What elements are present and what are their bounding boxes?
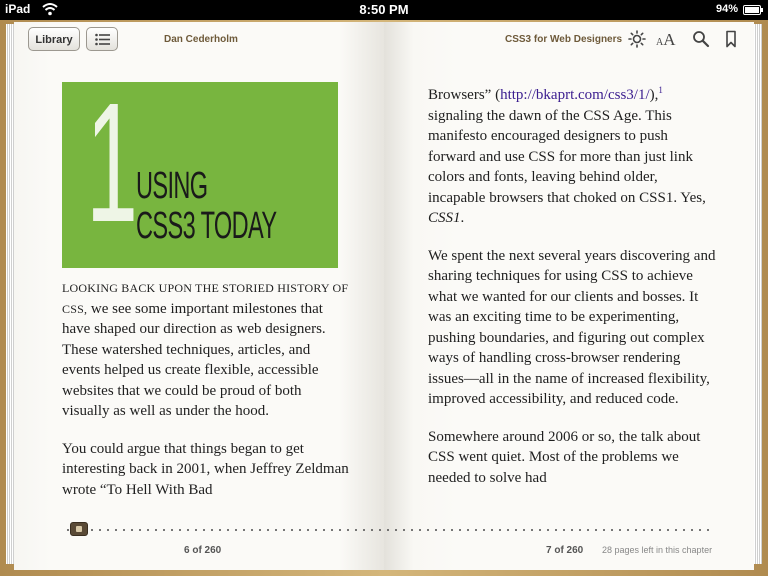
paragraph-text: Browsers” ( [428, 87, 501, 103]
paragraph [428, 80, 718, 229]
bookmark-icon[interactable] [722, 30, 740, 48]
left-body-text [62, 278, 352, 517]
author-header: Dan Cederholm [164, 34, 238, 45]
scrubber-track [64, 529, 384, 531]
wifi-icon [42, 2, 58, 16]
paragraph-text: we see some important milestones that have shaped our direction as web designers. These watershed techniques, articles, and events helped us create flexible, accessible websites that we could be proud of both visually as well as under the hood. [62, 300, 326, 419]
chapter-number: 1 [86, 82, 139, 258]
chapter-title-line1: USING [136, 165, 208, 207]
paragraph-text: . [460, 210, 465, 226]
page-stack-left [6, 24, 14, 564]
paragraph [62, 278, 352, 422]
right-page[interactable] [384, 22, 754, 570]
chapter-title-line2: CSS3 TODAY [136, 205, 277, 247]
paragraph-italic: CSS1 [428, 210, 461, 226]
page-stack-right [754, 24, 762, 564]
library-button[interactable]: Library [28, 27, 80, 51]
paragraph-text: ), [649, 87, 659, 103]
page-scrubber-right[interactable] [384, 526, 710, 534]
battery-icon [743, 5, 763, 15]
font-size-icon[interactable]: AA [656, 30, 676, 49]
scrubber-track [384, 529, 710, 531]
search-icon[interactable] [692, 30, 710, 48]
chapter-title [136, 166, 276, 246]
paragraph-text: signaling the dawn of the CSS Age. This manifesto encouraged designers to push forward and use CSS for more than just link colors and fonts, leaving behind older, incapable browsers that choked on CSS1. Yes, [428, 107, 706, 206]
chapter-banner [62, 82, 338, 268]
right-body-text [428, 80, 718, 505]
paragraph: We spent the next several years discovering and sharing techniques for using CSS to achieve what we wanted for our clients and bosses. It was an exciting time to be experimenting, pushing boundaries, and figuring out complex ways of handling cross-browser rendering issues—all in the name of increased flexibility, improved accessibility, and reduced code. [428, 247, 716, 407]
list-icon [95, 33, 110, 46]
battery-percent: 94% [715, 3, 738, 15]
status-bar [0, 0, 768, 20]
page-scrubber-left[interactable] [64, 526, 384, 534]
toc-button[interactable] [86, 27, 118, 51]
clock: 8:50 PM [359, 2, 409, 17]
page-number-right: 7 of 260 [546, 545, 584, 556]
page-number-left: 6 of 260 [184, 545, 222, 556]
left-page[interactable] [14, 22, 384, 570]
carrier-label: iPad [5, 2, 31, 16]
footnote-link[interactable]: http://bkaprt.com/css3/1/ [500, 87, 650, 103]
paragraph: You could argue that things began to get interesting back in 2001, when Jeffrey Zeldman wrote “To Hell With Bad [62, 440, 349, 498]
paragraph: Somewhere around 2006 or so, the talk about CSS went quiet. Most of the problems we needed to solve had [428, 428, 701, 486]
book-title-header: CSS3 for Web Designers [505, 34, 623, 45]
scrubber-thumb[interactable] [70, 522, 88, 536]
footnote-marker[interactable]: 1 [658, 85, 663, 95]
paragraph-lead-in: LOOKING BACK UPON THE STORIED HISTORY OF CSS, [62, 281, 349, 316]
pages-left-label: 28 pages left in this chapter [602, 545, 713, 555]
sun-icon[interactable] [628, 30, 646, 48]
